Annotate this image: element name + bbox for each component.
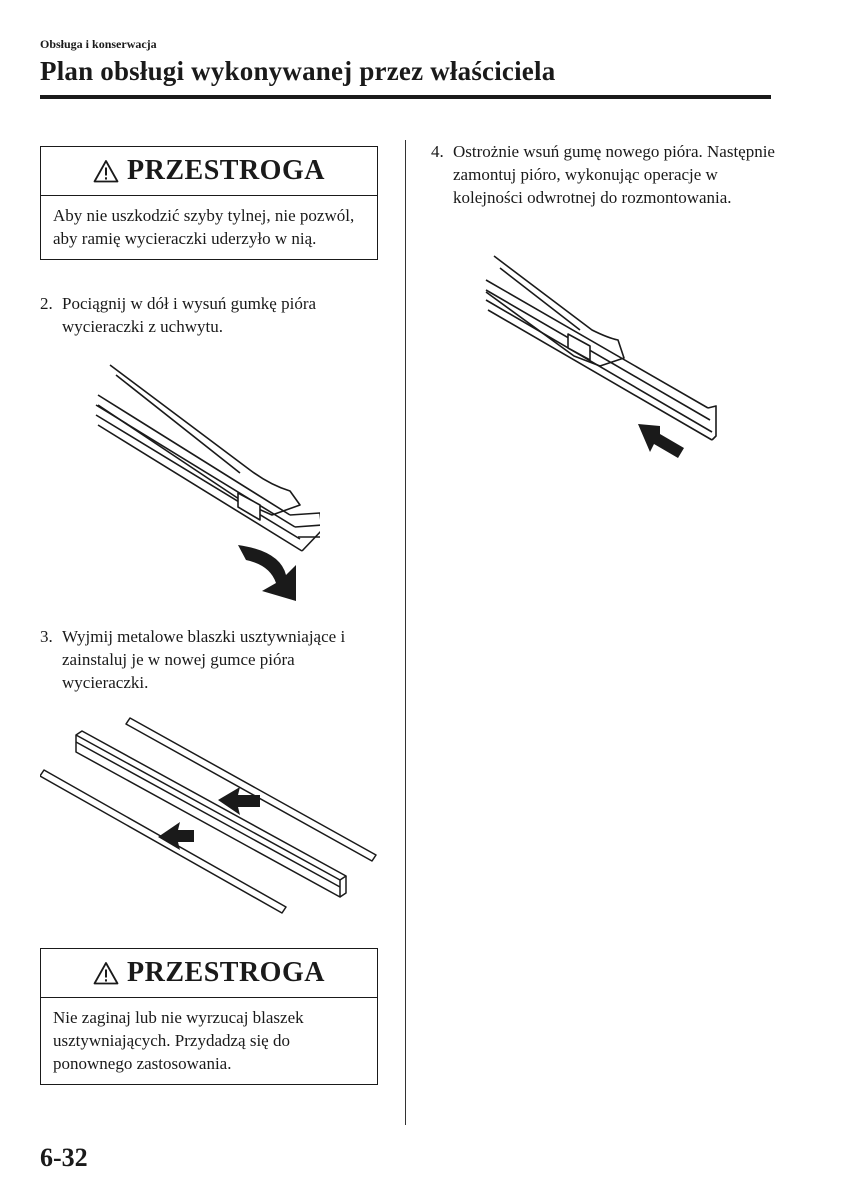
figure-metal-stiffeners <box>40 715 385 915</box>
step-text: Ostrożnie wsuń gumę nowego pióra. Następnie zamontuj pióro, wykonując operacje w kolejności odwrotnej do rozmontowania. <box>453 142 775 207</box>
figure-remove-rubber <box>90 355 320 605</box>
column-divider <box>405 140 406 1125</box>
figure-insert-rubber <box>482 248 722 463</box>
step-text: Pociągnij w dół i wysuń gumkę pióra wycieraczki z uchwytu. <box>62 294 317 336</box>
step-number: 3. <box>40 627 53 646</box>
title-divider <box>40 95 771 99</box>
caution-box-2 <box>40 948 378 1085</box>
step-number: 4. <box>431 142 444 161</box>
caution-title: PRZESTROGA <box>127 155 325 186</box>
arrow-icon <box>238 545 296 601</box>
step-3 <box>40 625 380 694</box>
step-2 <box>40 292 380 338</box>
warning-triangle-icon <box>93 961 119 985</box>
arrow-icon <box>638 424 684 458</box>
wiper-rubber <box>76 735 340 897</box>
caution-box-1 <box>40 146 378 260</box>
caution-text: Aby nie uszkodzić szyby tylnej, nie pozwól, aby ramię wycieraczki uderzyło w nią. <box>53 206 355 248</box>
caution-header <box>41 949 377 998</box>
metal-stiffener-lower <box>40 770 286 913</box>
page-title: Plan obsługi wykonywanej przez właściciela <box>40 56 556 86</box>
caution-title: PRZESTROGA <box>127 957 325 988</box>
step-number: 2. <box>40 294 53 313</box>
step-4 <box>431 140 776 209</box>
caution-text: Nie zaginaj lub nie wyrzucaj blaszek usztywniających. Przydadzą się do ponownego zastosowania. <box>53 1008 304 1073</box>
arrow-icon <box>218 787 260 815</box>
warning-triangle-icon <box>93 159 119 183</box>
page-number: 6-32 <box>40 1143 88 1172</box>
step-text: Wyjmij metalowe blaszki usztywniające i zainstaluj je w nowej gumce pióra wycieraczki. <box>62 627 346 692</box>
section-label: Obsługa i konserwacja <box>40 37 157 51</box>
caution-header <box>41 147 377 196</box>
